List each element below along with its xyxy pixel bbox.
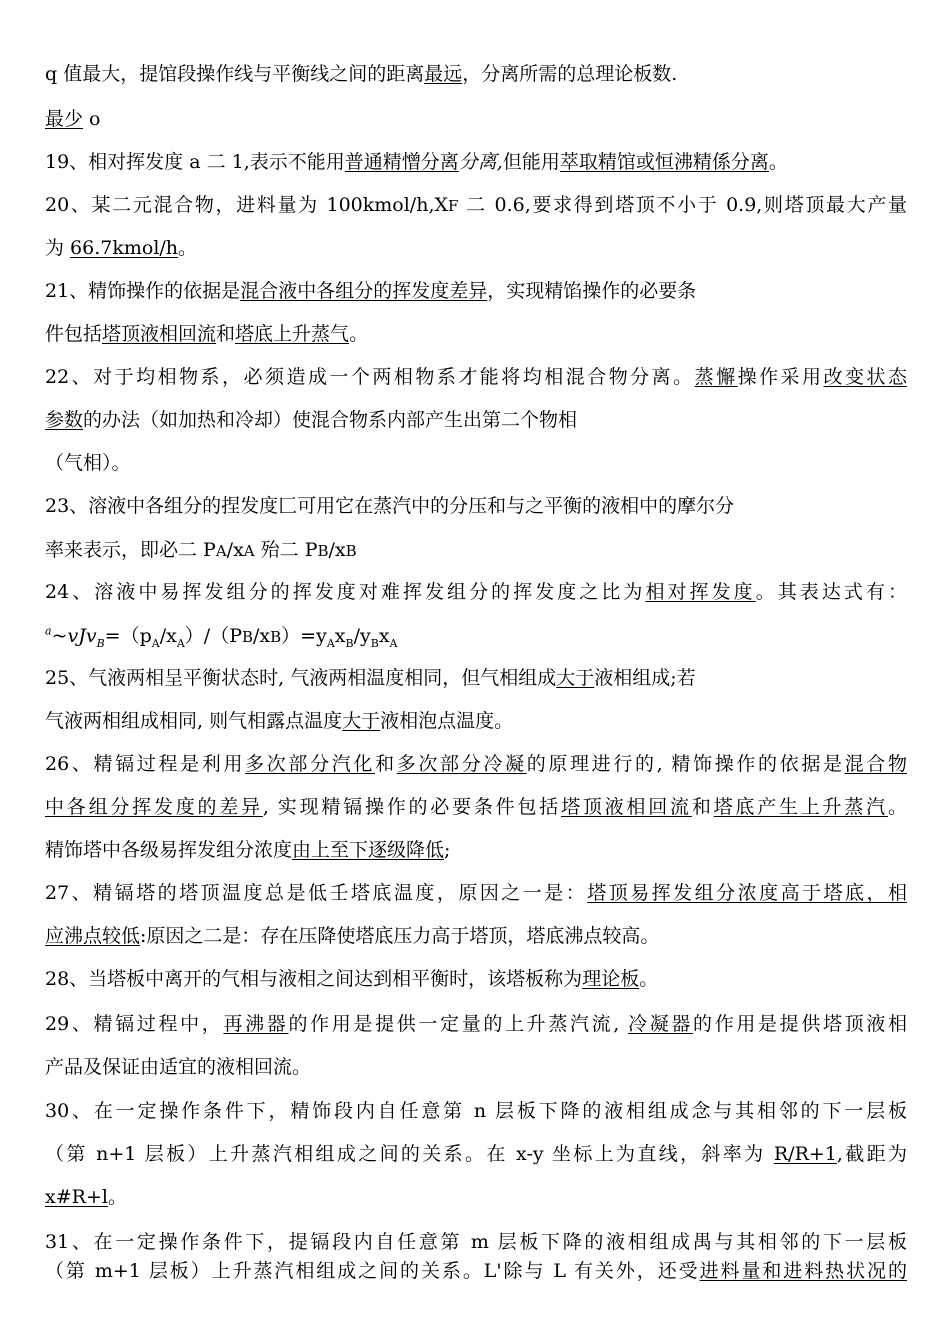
text-line (45, 279, 907, 303)
text-segment: B (345, 636, 354, 650)
text-segment: B (317, 542, 329, 560)
text-segment: A (176, 636, 185, 650)
text-line (45, 1259, 907, 1283)
text-segment: 26、精镉过程是利用 (45, 753, 246, 775)
underlined-answer: 普通精憎分离 (344, 151, 459, 173)
text-line (45, 62, 907, 86)
text-line (45, 107, 907, 131)
text-line (45, 881, 907, 905)
underlined-answer: 理论板 (582, 968, 640, 990)
text-line (45, 580, 907, 604)
text-segment: 件包括 (45, 323, 103, 345)
text-segment: 和 (216, 323, 236, 345)
text-segment: 操作采用 (737, 366, 824, 388)
underlined-answer: R/R+1 (773, 1143, 837, 1165)
text-segment: ）/（P (184, 625, 242, 647)
text-segment: 但能用 (502, 151, 560, 173)
text-segment: （第 n+1 层板）上升蒸汽相组成之间的关系。在 x-y 坐标上为直线，斜率为 (45, 1143, 774, 1165)
underlined-answer: 多次部分冷凝 (396, 753, 527, 775)
text-line (45, 1099, 907, 1123)
underlined-answer: 大于 (342, 710, 381, 732)
text-line (45, 1012, 907, 1036)
text-segment: 20、某二元混合物，进料量为 100kmol/h,X (45, 194, 449, 216)
underlined-answer: 由上至下逐级降低 (292, 839, 445, 861)
text-segment: 二 0.6,要求得到塔顶不小于 0.9,则塔顶最大产量 (458, 194, 907, 216)
text-segment: 的作用是提供塔顶液相 (693, 1013, 907, 1035)
text-line (45, 150, 907, 174)
text-segment: q 值最大，提馆段操作线与平衡线之间的距离 (45, 63, 425, 85)
text-segment: 的作用是提供一定量的上升蒸汽流, (288, 1013, 629, 1035)
text-line (45, 1055, 907, 1079)
text-line (45, 795, 907, 819)
text-segment: 30、在一定操作条件下，精饰段内自任意第 n 层板下降的液相组成念与其相邻的下一层板 (45, 1100, 907, 1122)
text-segment: ,截距为 (836, 1143, 907, 1165)
text-line (45, 365, 907, 389)
text-segment: /x (253, 625, 271, 647)
text-segment: B (241, 628, 254, 646)
underlined-answer: 相对挥发度 (645, 581, 756, 603)
underlined-answer: 参数 (45, 409, 84, 431)
text-segment: 28、当塔板中离开的气相与液相之间达到相平衡时，该塔板称为 (45, 968, 583, 990)
text-segment: 22、对于均相物系，必须造成一个两相物系才能将均相混合物分离。 (45, 366, 695, 388)
underlined-answer: 蒸懈 (694, 366, 738, 388)
text-segment: 精饰塔中各级易挥发组分浓度 (45, 839, 293, 861)
text-segment: 的原理进行的, 精饰操作的依据是 (526, 753, 845, 775)
text-segment: F (448, 197, 459, 215)
text-segment: （气相）。 (45, 452, 131, 474)
text-line (45, 451, 907, 475)
text-segment: 25、气液两相呈平衡状态时, 气液两相温度相同，但气相组成 (45, 667, 557, 689)
text-segment: 的办法（如加热和冷却）使混合物系内部产生出第二个物相 (83, 409, 578, 431)
text-segment: , 实现精镉操作的必要条件包括 (262, 796, 562, 818)
underlined-answer: 混合物 (844, 753, 907, 775)
text-segment: ）=y (281, 625, 327, 647)
text-line (45, 967, 907, 991)
underlined-answer: 塔顶液相回流 (102, 323, 217, 345)
text-segment: ，分离所需的总理论板数. (462, 63, 678, 85)
text-line (45, 709, 907, 733)
text-segment: 。其表达式有： (755, 581, 907, 603)
text-segment: 21、精饰操作的依据是 (45, 280, 241, 302)
underlined-answer: x#R+l (45, 1186, 108, 1208)
text-segment: 29、精镉过程中， (45, 1013, 224, 1035)
underlined-answer: 进料量和进料热状况的 (699, 1260, 907, 1282)
underlined-answer: 最少 (45, 108, 84, 130)
text-segment: 气液两相组成相同, 则气相露点温度 (45, 710, 343, 732)
text-segment: A (326, 636, 335, 650)
text-segment: B (370, 636, 379, 650)
underlined-answer: 中各组分挥发度的差异 (45, 796, 263, 818)
text-segment: ~vJv (51, 625, 97, 647)
text-segment: 23、溶液中各组分的捏发度匚可用它在蒸汽中的分压和与之平衡的液相中的摩尔分 (45, 495, 735, 517)
text-line (45, 1185, 907, 1209)
text-line (45, 538, 907, 563)
text-segment: 。 (178, 237, 198, 259)
underlined-answer: 应沸点较低 (45, 925, 141, 947)
underlined-answer: 塔底上升蒸气 (235, 323, 350, 345)
text-segment: /x (328, 539, 346, 561)
text-line (45, 666, 907, 690)
text-segment: ，实现精馅操作的必要条 (487, 280, 697, 302)
text-segment: /x (226, 539, 244, 561)
underlined-answer: 再沸器 (223, 1013, 289, 1035)
text-line (45, 322, 907, 346)
text-segment: o (83, 108, 101, 130)
text-line (45, 838, 907, 862)
text-segment: 液相泡点温度。 (380, 710, 514, 732)
text-segment: A (215, 542, 227, 560)
text-segment: 。 (107, 1186, 127, 1208)
text-segment: :原因之二是：存在压降使塔底压力高于塔顶，塔底沸点较高。 (140, 925, 660, 947)
text-segment: 分离, (458, 151, 503, 173)
text-line (45, 752, 907, 776)
text-segment: 19、相对挥发度 a 二 1,表示不能用 (45, 151, 345, 173)
text-segment: B (270, 628, 282, 646)
text-segment: 和 (691, 796, 714, 818)
text-segment: /x (159, 625, 177, 647)
underlined-answer: 萃取精馆或恒沸精係分离 (559, 151, 769, 173)
text-segment: a (45, 624, 52, 638)
text-segment: 和 (375, 753, 397, 775)
text-line (45, 408, 907, 432)
text-line (45, 193, 907, 218)
text-segment: x (334, 625, 346, 647)
text-segment: 24、溶液中易挥发组分的挥发度对难挥发组分的挥发度之比为 (45, 581, 646, 603)
text-segment: B (96, 636, 105, 650)
text-line (45, 1142, 907, 1166)
text-segment: 产品及保证由适宜的液相回流。 (45, 1056, 312, 1078)
text-segment: 。 (349, 323, 369, 345)
text-segment: 率来表示，即必二 P (45, 539, 216, 561)
text-segment: 。 (768, 151, 788, 173)
underlined-answer: 塔顶易挥发组分浓度高于塔底，相 (587, 882, 907, 904)
underlined-answer: 塔顶液相回流 (561, 796, 692, 818)
text-segment: 27、精镉塔的塔顶温度总是低壬塔底温度，原因之一是： (45, 882, 588, 904)
text-line (45, 494, 907, 518)
underlined-answer: 66.7kmol/h (70, 237, 179, 259)
text-line (45, 624, 907, 649)
underlined-answer: 冷凝器 (628, 1013, 694, 1035)
text-segment: 31、在一定操作条件下，提镉段内自任意第 m 层板下降的液相组成禺与其相邻的下一层板 (45, 1231, 907, 1253)
underlined-answer: 混合液中各组分的挥发度差异 (240, 280, 488, 302)
text-segment: （第 m+1 层板）上升蒸汽相组成之间的关系。L'除与 L 有关外，还受 (45, 1260, 700, 1282)
text-segment: 为 (45, 237, 71, 259)
text-segment: 。 (887, 796, 907, 818)
underlined-answer: 最远 (424, 63, 463, 85)
text-segment: =（p (104, 625, 152, 647)
text-segment: 。 (639, 968, 659, 990)
text-segment: A (243, 542, 255, 560)
underlined-answer: 大于 (556, 667, 595, 689)
text-segment: A (151, 636, 160, 650)
text-segment: B (345, 542, 357, 560)
underlined-answer: 多次部分汽化 (245, 753, 376, 775)
text-line (45, 1230, 907, 1254)
text-segment: x (378, 625, 390, 647)
text-line (45, 236, 907, 260)
underlined-answer: 塔底产生上升蒸汽 (713, 796, 888, 818)
text-segment: 液相组成;若 (594, 667, 696, 689)
underlined-answer: 改变状态 (823, 366, 907, 388)
text-segment: 殆二 P (254, 539, 318, 561)
text-segment: ; (444, 839, 451, 861)
text-segment: /y (353, 625, 371, 647)
text-segment: A (389, 636, 398, 650)
text-line (45, 924, 907, 948)
